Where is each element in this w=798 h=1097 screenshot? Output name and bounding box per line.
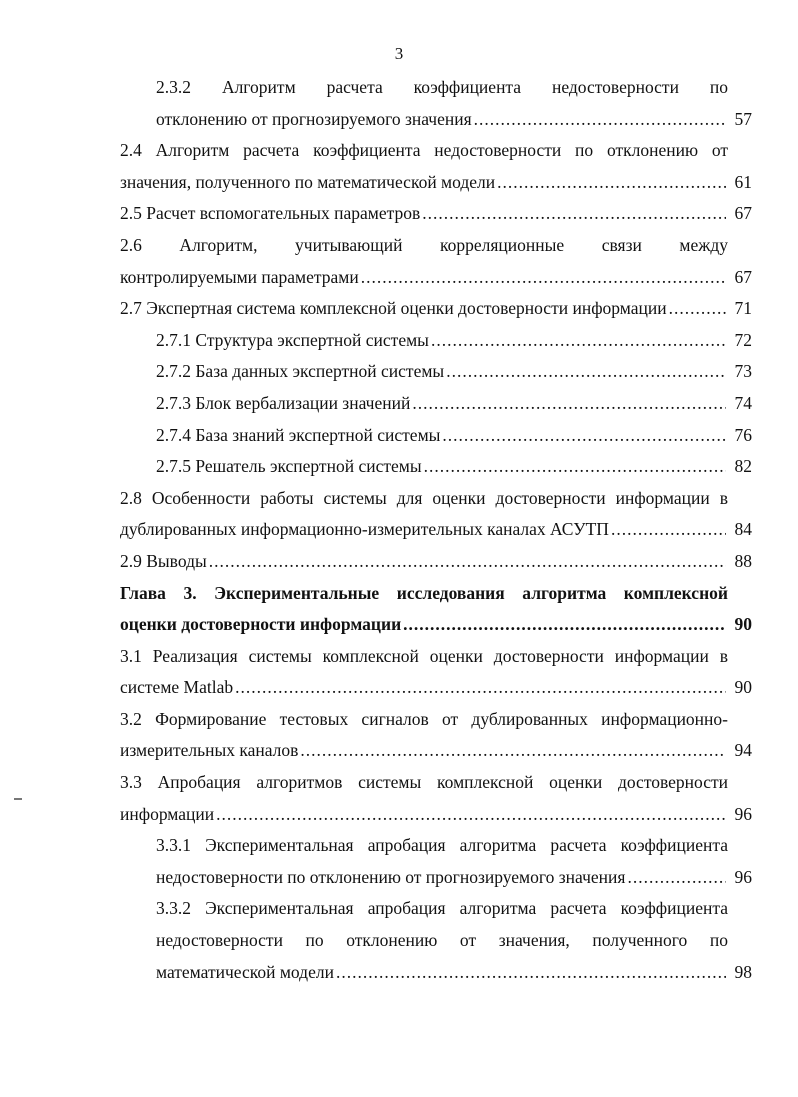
toc-entry-last-line	[156, 356, 752, 388]
toc-entry	[120, 767, 752, 830]
toc-entry-title: 2.7.3 Блок вербализации значений	[156, 392, 411, 413]
toc-entry-title: отклонению от прогнозируемого значения	[156, 108, 472, 129]
toc-entry	[120, 293, 752, 325]
toc-entry-last-line	[120, 672, 752, 704]
toc-entry-title: дублированных информационно-измерительных каналах АСУТП	[120, 519, 609, 540]
toc-entry-last-line	[156, 420, 752, 452]
toc-page-number: 90	[734, 614, 752, 635]
toc-page-number: 82	[734, 456, 752, 477]
toc-entry	[120, 451, 752, 483]
toc-entry-last-line	[156, 862, 752, 894]
toc-entry-last-line	[120, 609, 752, 641]
toc-page-number: 67	[734, 266, 752, 287]
toc-page-number: 61	[734, 171, 752, 192]
dot-leader	[412, 388, 726, 420]
toc-page-number: 90	[734, 677, 752, 698]
toc-entry-title: 2.5 Расчет вспомогательных параметров	[120, 203, 421, 224]
toc-entry-line: недостоверности по отклонению от значения, полученного по	[156, 930, 728, 951]
toc-entry-last-line	[156, 104, 752, 136]
toc-page-number: 57	[734, 108, 752, 129]
toc-entry-last-line	[120, 735, 752, 767]
toc-entry	[120, 483, 752, 546]
toc-entry	[120, 198, 752, 230]
scan-artifact	[14, 798, 22, 800]
toc-entry	[120, 420, 752, 452]
toc-entry-line: 3.1 Реализация системы комплексной оценки достоверности информации в	[120, 645, 728, 666]
toc-entry	[120, 325, 752, 357]
toc-entry-line: 3.2 Формирование тестовых сигналов от дублированных информационно-	[120, 708, 728, 729]
toc-entry-last-line	[120, 198, 752, 230]
toc-entry-title: контролируемыми параметрами	[120, 266, 359, 287]
toc-entry-last-line	[120, 262, 752, 294]
dot-leader	[424, 451, 726, 483]
toc-entry-title: измерительных каналов	[120, 740, 299, 761]
toc-page-number: 94	[734, 740, 752, 761]
toc-entry-title: 2.7.4 База знаний экспертной системы	[156, 424, 441, 445]
toc-entry-title: 2.7.1 Структура экспертной системы	[156, 329, 429, 350]
toc-page-number: 76	[734, 424, 752, 445]
toc-entry-title: информации	[120, 803, 215, 824]
toc-entry	[120, 135, 752, 198]
toc-entry	[120, 230, 752, 293]
toc-entry-title: математической модели	[156, 961, 334, 982]
dot-leader	[235, 672, 726, 704]
toc-entry-line: 2.3.2 Алгоритм расчета коэффициента недостоверности по	[156, 77, 728, 97]
toc-entry	[120, 893, 752, 988]
page-number: 3	[394, 44, 404, 63]
dot-leader	[216, 799, 726, 831]
toc-entry	[120, 830, 752, 893]
toc-entry	[120, 356, 752, 388]
toc-entry-title: 2.7.2 База данных экспертной системы	[156, 361, 445, 382]
dot-leader	[497, 167, 726, 199]
dot-leader	[442, 420, 726, 452]
dot-leader	[209, 546, 726, 578]
dot-leader	[431, 325, 726, 357]
toc-page-number: 67	[734, 203, 752, 224]
toc-entry	[120, 641, 752, 704]
toc-entry-title: 2.7.5 Решатель экспертной системы	[156, 456, 422, 477]
toc-entry-title: оценки достоверности информации	[120, 614, 402, 635]
dot-leader	[627, 862, 726, 894]
toc-entry	[120, 578, 752, 641]
toc-page-number: 96	[734, 866, 752, 887]
toc-entry-title: значения, полученного по математической модели	[120, 171, 496, 192]
toc-page-number: 72	[734, 329, 752, 350]
toc-entry-last-line	[120, 514, 752, 546]
toc-entry-line: 2.6 Алгоритм, учитывающий корреляционные связи между	[120, 234, 728, 255]
dot-leader	[611, 514, 726, 546]
toc-entry-line: 3.3 Апробация алгоритмов системы комплексной оценки достоверности	[120, 772, 728, 793]
dot-leader	[361, 262, 726, 294]
table-of-contents	[120, 72, 752, 988]
toc-page-number: 98	[734, 961, 752, 982]
toc-entry-line: 3.3.1 Экспериментальная апробация алгоритма расчета коэффициента	[156, 835, 728, 856]
toc-page-number: 88	[734, 550, 752, 571]
toc-entry	[120, 546, 752, 578]
toc-entry	[120, 72, 752, 135]
dot-leader	[474, 104, 726, 136]
toc-entry-last-line	[156, 957, 752, 989]
toc-page-number: 74	[734, 392, 752, 413]
dot-leader	[669, 293, 726, 325]
toc-entry	[120, 704, 752, 767]
toc-entry-title: 2.7 Экспертная система комплексной оценки достоверности информации	[120, 298, 667, 319]
dot-leader	[336, 957, 726, 989]
toc-page-number: 84	[734, 519, 752, 540]
toc-entry-line: 2.4 Алгоритм расчета коэффициента недостоверности по отклонению от	[120, 140, 728, 161]
toc-entry-line: 2.8 Особенности работы системы для оценки достоверности информации в	[120, 487, 728, 508]
toc-entry-last-line	[156, 388, 752, 420]
toc-page-number: 71	[734, 298, 752, 319]
toc-entry-last-line	[120, 546, 752, 578]
toc-entry-last-line	[120, 293, 752, 325]
toc-entry-last-line	[120, 167, 752, 199]
toc-entry-title: системе Matlab	[120, 677, 234, 698]
toc-entry-title: недостоверности по отклонению от прогнозируемого значения	[156, 866, 626, 887]
toc-entry-line: Глава 3. Экспериментальные исследования алгоритма комплексной	[120, 582, 728, 603]
toc-entry	[120, 388, 752, 420]
dot-leader	[403, 609, 726, 641]
toc-page-number: 96	[734, 803, 752, 824]
dot-leader	[422, 198, 726, 230]
toc-page-number: 73	[734, 361, 752, 382]
dot-leader	[300, 735, 726, 767]
toc-entry-last-line	[156, 325, 752, 357]
toc-entry-title: 2.9 Выводы	[120, 550, 207, 571]
toc-entry-line: 3.3.2 Экспериментальная апробация алгоритма расчета коэффициента	[156, 898, 728, 919]
toc-entry-last-line	[156, 451, 752, 483]
toc-entry-last-line	[120, 799, 752, 831]
dot-leader	[446, 356, 726, 388]
